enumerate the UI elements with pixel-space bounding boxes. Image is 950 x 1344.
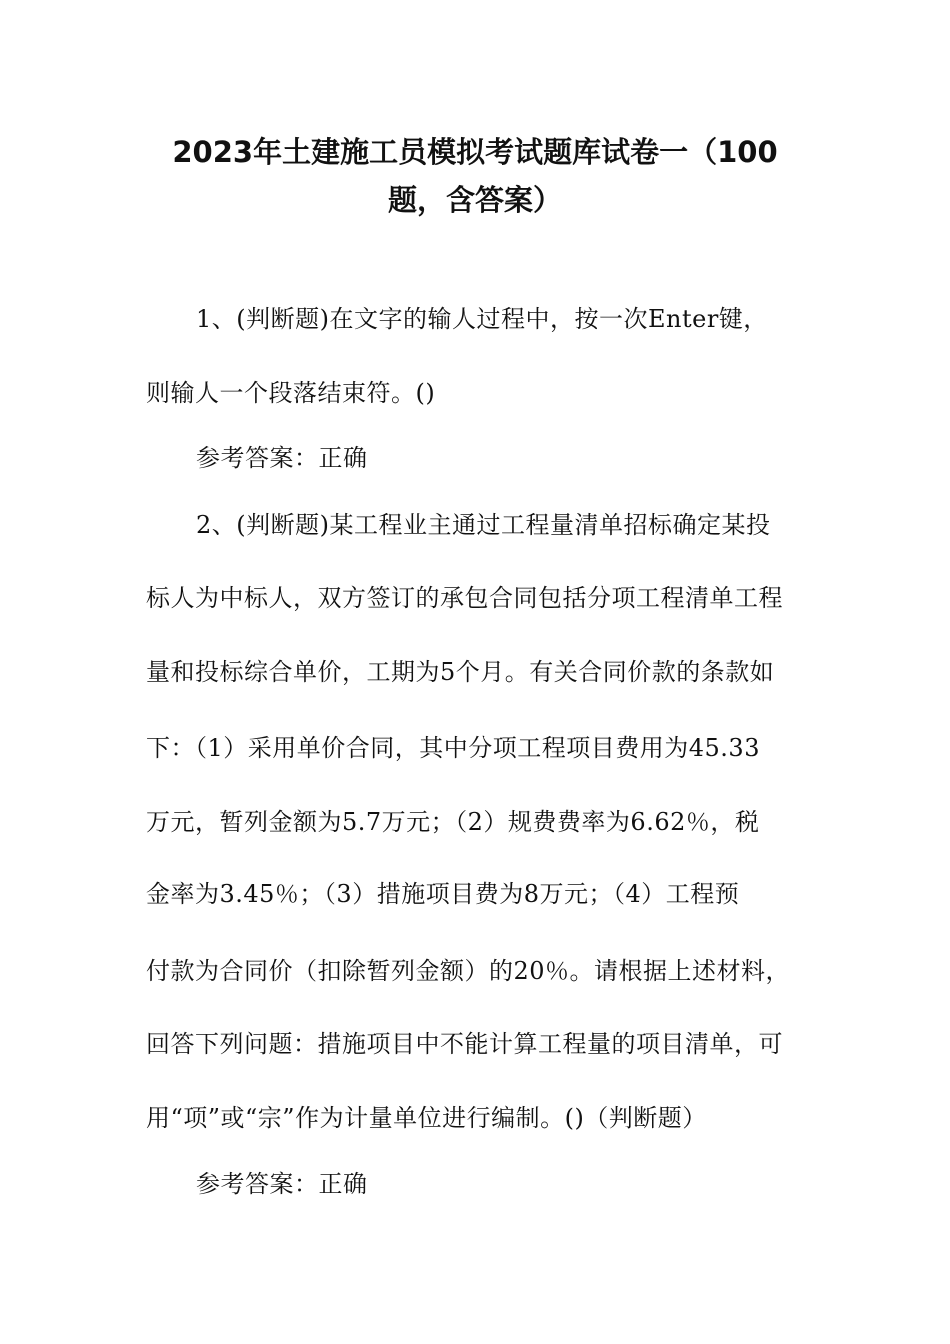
question-2-line-3: 量和投标综合单价，工期为5个月。有关合同价款的条款如: [146, 658, 775, 686]
document-title-line-2: 题，含答案）: [387, 183, 562, 217]
question-2-line-7: 付款为合同价（扣除暂列金额）的20％。请根据上述材料，: [146, 957, 791, 985]
question-2-line-4: 下：（1）采用单价合同，其中分项工程项目费用为45.33: [146, 734, 760, 762]
question-2-line-8: 回答下列问题：措施项目中不能计算工程量的项目清单，可: [146, 1030, 783, 1058]
document-title-line-1: 2023年土建施工员模拟考试题库试卷一（100: [172, 135, 778, 169]
question-2-line-9: 用“项”或“宗”作为计量单位进行编制。()（判断题）: [146, 1104, 707, 1132]
question-1-line-1: 1、(判断题)在文字的输人过程中，按一次Enter键，: [196, 305, 768, 333]
question-2-answer: 参考答案：正确: [196, 1170, 368, 1198]
question-1-line-2: 则输人一个段落结束符。(): [146, 379, 436, 407]
question-2-line-2: 标人为中标人，双方签订的承包合同包括分项工程清单工程: [146, 584, 783, 612]
question-2-line-5: 万元，暂列金额为5.7万元；（2）规费费率为6.62％，税: [146, 808, 760, 836]
question-1-answer: 参考答案：正确: [196, 444, 368, 472]
question-2-line-6: 金率为3.45％；（3）措施项目费为8万元；（4）工程预: [146, 880, 740, 908]
question-2-line-1: 2、(判断题)某工程业主通过工程量清单招标确定某投: [196, 511, 771, 539]
